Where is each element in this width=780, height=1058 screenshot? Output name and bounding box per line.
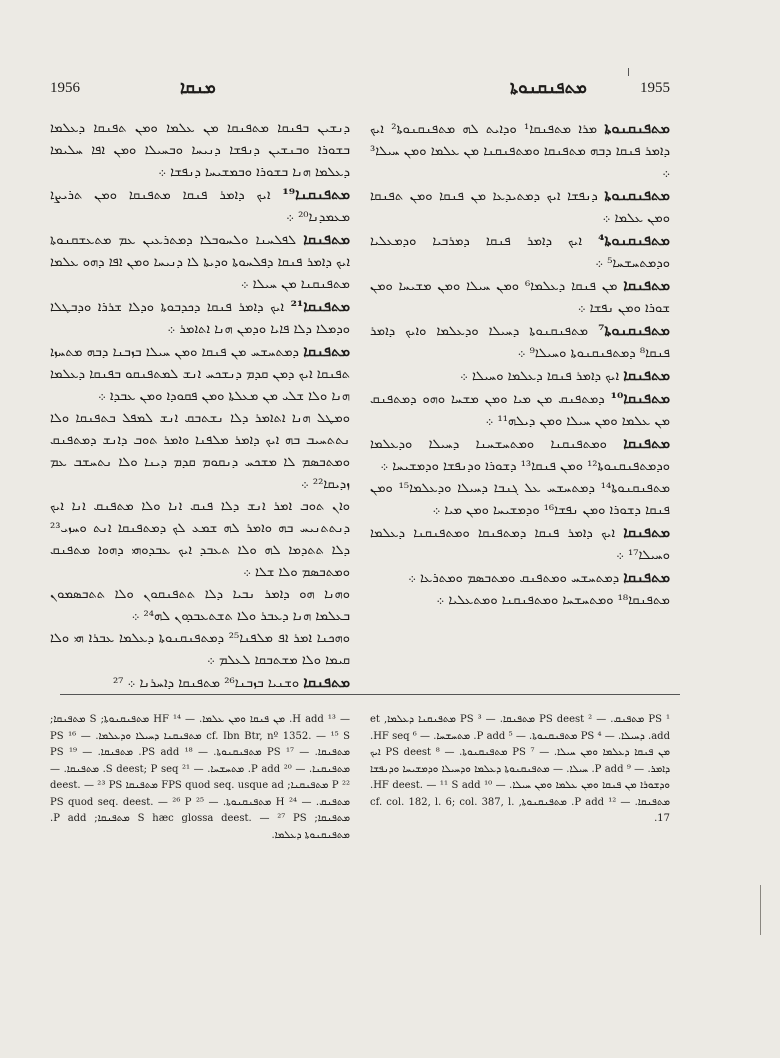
entry-headword: ܡܬܦܢܩܐ (623, 435, 670, 452)
entry-definition: ܡܪܐ ܡܬܦܢܩܐ¹ ܘܕܐܝܬ ܠܗ ܡܬܦܢܩܢܘܬܐ² ܐܝܟ ܕܐܡܪ ܦܢܩܐ ܕܒܗ ܡܬܦܢܩܐ ܘܡܬܦܢܩܢܐ ܡܢ ܥܠܡܐ ܘܡܢ ܚܝܠܐ³ ܀ (370, 122, 670, 181)
footnote-divider (60, 694, 680, 695)
right-column (370, 118, 670, 612)
entry-definition: ܡܬܦܢܩܢܘܬܐ¹⁴ ܕܡܬܚܫܚ ܥܠ ܓܢܒܐ ܕܚܝܠܐ ܘܕܥܠܡܐ¹⁵ ܘܡܢ ܦܢܩܐ ܕܫܘܪܐ ܘܡܢ ܢܦܫܐ¹⁶ ܘܕܡܫܝܚܐ ܘܡܢ ܡܝܐ ܀ (370, 481, 671, 518)
lexicon-entry (370, 567, 670, 590)
entry-definition: ܘܗܟܢܐ ܐܡܪ ܐܦ ܡܠܦܢܐ²⁵ ܕܡܬܦܢܩܢܘܬܐ ܕܥܠܡܐ ܥܒܪܐ ܗܝ ܘܠܐ ܩܝܡܐ ܘܠܐ ܡܫܬܒܩܐ ܠܥܠܡ ܀ (50, 631, 350, 668)
lexicon-entry (50, 628, 350, 672)
entry-definition: ܕܡܬܚܫܚ ܡܢ ܦܢܩܐ ܘܡܢ ܚܝܠܐ ܒܙܒܢܐ ܕܒܗ ܡܬܚܙܐ ܬܦܢܩܐ ܐܝܟ ܕܡܢ ܩܕܡ ܕܢܫܟܚ ܐܢܫ ܠܡܬܦܢܩܘ ܒܦܢܩܐ ܕܥܠܡܐ ܗܢܐ ܘܠܐ ܫܠܝ ܡܢ ܡܥܠܬܐ ܘܡܢ ܦܩܘܕܐ ܘܡܢ ܥܒܕܐ ܀ (50, 345, 350, 404)
entry-definition: ܡܢ ܦܢܩܐ ܕܥܠܡܐ⁶ ܘܡܢ ܚܝܠܐ ܘܡܢ ܡܫܝܚܐ ܘܡܢ ܫܘܪܐ ܘܡܢ ܢܦܫܐ ܀ (370, 279, 670, 316)
entry-definition: ܐܝܟ ܕܐܡܪ ܦܢܩܐ ܡܬܦܢܩܐ ܘܡܢ ܬܪܝܨܐ ܡܥܡܕܢܐ²⁰ ܀ (50, 188, 350, 225)
entry-definition: ܐܝܟ ܕܐܡܪ ܦܢܩܐ ܕܡܪܒܝܐ ܘܕܡܥܠܝܐ ܘܕܡܬܚܫܚܐ⁵ ܀ (370, 234, 670, 271)
footnotes-right (370, 712, 670, 828)
entry-headword: ܡܬܦܢܩܐ (303, 674, 350, 691)
page-number-right: 1955 (640, 80, 670, 96)
entry-definition: ܐܝܟ ܕܐܡܪ ܦܢܩܐ ܕܡܬܦܢܩܐ ܘܡܬܦܢܩܢܐ ܕܥܠܡܐ ܘܚܝܠܐ¹⁷ ܀ (370, 526, 670, 563)
entry-definition: ܕܡܬܦܢܩ ܡܢ ܡܝܐ ܘܡܢ ܡܫܚܐ ܘܗܘ ܕܡܬܦܢܩ ܡܢ ܥܠܡܐ ܘܡܢ ܚܝܠܐ ܘܡܢ ܕܝܠܗ¹¹ ܀ (370, 392, 670, 429)
entry-headword: ܡܬܦܢܩܐ (623, 569, 670, 586)
page-edge-mark (760, 885, 761, 935)
margin-mark (628, 68, 629, 76)
footnotes-left (50, 712, 350, 844)
entry-definition: ܘܡܛܠ ܗܢܐ ܐܬܐܡܪ ܕܠܐ ܢܫܬܒܩ ܐܢܫ ܠܡܦܠ ܒܬܦܢܩܐ ܘܠܐ ܢܬܬܚܝܒ ܒܗ ܐܝܟ ܕܐܡܪ ܡܠܦܢܐ ܘܐܡܪ ܬܘܒ ܕܐܢܫ ܕܡܬܦܢܩ ܘܡܬܒܣܡ ܠܐ ܡܫܟܚ ܕܢܩܘܡ ܩܕܡ ܕܝܢܐ ܘܠܐ ܢܬܚܫܒ ܥܡ ܙܕܝܩܐ²² ܀ (50, 411, 350, 492)
footnotes-left-text: — ¹³ H add. ܡܢ ܦܢܩܐ ܘܡܢ ܥܠܡܐ. — ¹⁴ HF ܡܬܦܢܩܢܘܬܐ; S ܡܬܦܢܩܐ; cf. Ibn Btr, nº 1352. — ¹⁵ S ܡܬܦܢܩܢܐ ܕܚܝܠܐ ܘܕܥܠܡܐ. — ¹⁶ PS ܡܬܦܢܩܐ. — ¹⁷ PS ܡܬܦܢܩܢܘܬܐ. — ¹⁸ PS add. ܡܬܦܢܩܐ. — ¹⁹ PS ܡܬܦܢܩܢܐ. — ²⁰ P add. ܡܬܚܫܚܐ. — ²¹ S deest; P seq. ܡܬܦܢܩܐ. — ²² P ܡܬܦܢܩܢܐ; FPS quod seq. usque ad ܡܬܦܢܩܐ deest. — ²³ PS ܡܬܦܢܩ. — ²⁴ H ܡܬܦܢܩܢܘܬܐ. — ²⁵ PS quod seq. deest. — ²⁶ P ܡܬܦܢܩܐ; S hæc glossa deest. — ²⁷ PS ܡܬܦܢܩܐ; P add. ܡܬܦܢܩܢܘܬܐ ܕܥܠܡܐ. (50, 714, 351, 841)
lexicon-entry (50, 229, 350, 296)
entry-headword: ܡܬܦܢܩܢܘܬܐ (604, 120, 670, 137)
lexicon-entry (370, 320, 670, 365)
page-header (50, 80, 670, 106)
lexicon-entry (50, 584, 350, 628)
lexicon-entry (370, 433, 670, 478)
entry-headword: ܡܬܦܢܩܐ¹⁰ (610, 390, 671, 407)
entry-definition: ܘܗܢܐ ܗܘ ܕܐܡܪ ܢܒܝܐ ܕܠܐ ܬܬܦܢܩܘܢ ܘܠܐ ܬܬܒܣܡܘܢ ܒܥܠܡܐ ܗܢܐ ܕܥܒܪ ܘܠܐ ܬܫܬܥܒܕܘܢ ܠܗ²⁴ ܀ (50, 587, 350, 624)
entry-headword: ܡܬܦܢܩܐ (623, 524, 670, 541)
entry-headword: ܡܬܦܢܩܢܐ¹⁹ (282, 186, 351, 203)
lexicon-entry (370, 522, 670, 567)
entry-definition: ܡܬܦܢܩܐ¹⁸ ܘܡܬܚܫܚܐ ܘܡܬܦܢܩܢܐ ܘܡܬܥܠܝܐ ܀ (436, 593, 670, 608)
lexicon-entry (370, 388, 670, 433)
entry-definition: ܕܢܦܫܐ ܐܝܟ ܕܡܬܝܕܥܐ ܡܢ ܦܢܩܐ ܘܡܢ ܬܦܢܩܐ ܘܡܢ ܥܠܡܐ ܀ (370, 189, 670, 226)
entry-definition: ܐܝܟ ܕܐܡܪ ܦܢܩܐ ܕܥܠܡܐ ܘܚܝܠܐ ܀ (460, 369, 620, 384)
entry-headword: ܡܬܦܢܩܐ (623, 367, 670, 384)
lexicon-entry (370, 478, 670, 522)
lexicon-entry (370, 185, 670, 230)
running-head-left: ܡܢܩܐ (180, 78, 216, 98)
entry-headword: ܡܬܦܢܩܐ (303, 231, 350, 248)
entry-headword: ܡܬܦܢܩܐ (623, 277, 671, 294)
entry-definition: ܡܬܦܢܩܢܘܬܐ ܕܚܝܠܐ ܘܕܥܠܡܐ ܘܐܝܟ ܕܐܡܪ ܦܢܩܐ⁸ ܕܡܬܦܢܩܢܘܬܐ ܘܚܝܠܐ⁹ ܀ (370, 324, 670, 361)
entry-headword: ܡܬܦܢܩܢܘܬܐ (604, 187, 670, 204)
entry-definition: ܘܫܢܝܐ ܒܙܒܢܐ²⁶ ܡܬܦܢܩܐ ܕܐܚܪܢܐ ܀ ²⁷ (112, 676, 300, 691)
lexicon-entry (50, 672, 350, 695)
lexicon-entry (50, 408, 350, 496)
entry-definition: ܕܢܫܝܢ ܒܦܢܩܐ ܡܬܦܢܩܐ ܡܢ ܥܠܡܐ ܘܡܢ ܬܦܢܩܐ ܕܥܠܡܐ ܒܫܘܪܐ ܘܒܢܫܝܢ ܕܢܦܫܐ ܕܢܝܚܐ ܘܒܚܝܠܐ ܘܡܢ ܐܦܐ ܚܠܝܡܐ ܕܥܠܡܐ ܗܢܐ ܒܫܘܪܐ ܘܒܡܫܝܚܐ ܕܢܦܫܐ ܀ (50, 121, 350, 180)
entry-headword: ܡܬܦܢܩܢܘܬܐ⁴ (598, 232, 670, 249)
lexicon-entry (370, 230, 670, 275)
lexicon-entry (50, 118, 350, 184)
entry-definition: ܠܦܠܚܢܐ ܘܠܚܘܒܠܐ ܕܡܬܪܥܝܢ ܥܡ ܡܬܥܫܩܢܘܬܐ ܐܝܟ ܕܐܡܪ ܦܢܩܐ ܕܦܠܚܘܬܐ ܘܕܝܬܐ ܠܐ ܕܢܝܚܐ ܘܡܢ ܐܦܐ ܕܗܘ ܥܠܡܐ ܡܬܦܢܩܢܐ ܡܢ ܚܝܠܐ ܀ (50, 233, 350, 292)
lexicon-entry (370, 118, 670, 185)
entry-definition: ܘܡܬܦܢܩܢܐ ܘܡܬܚܫܚܢܐ ܕܚܝܠܐ ܘܕܥܠܡܐ ܘܕܡܬܦܢܩܢܘܬܐ¹² ܘܡܢ ܦܢܩܐ¹³ ܕܫܘܪܐ ܘܕܢܦܫܐ ܘܕܡܫܝܚܐ ܀ (370, 437, 670, 474)
lexicon-entry (50, 184, 350, 229)
left-column (50, 118, 350, 695)
entry-headword: ܡܬܦܢܩܐ²¹ (290, 298, 350, 315)
lexicon-entry (370, 275, 670, 320)
lexicon-entry (50, 496, 350, 584)
entry-definition: ܕܡܬܚܫܚ ܘܡܬܦܢܩ ܘܡܬܒܣܡ ܘܡܬܪܥܐ ܀ (408, 571, 620, 586)
entry-definition: ܐܝܟ ܕܐܡܪ ܦܢܩܐ ܕܟܕܒܘܬܐ ܘܕܠܐ ܫܪܪܐ ܘܕܒܛܠܐ ܘܕܡܠܐ ܕܠܐ ܦܐܝܐ ܘܕܡܢ ܗܢܐ ܐܬܐܡܪ ܀ (50, 300, 350, 337)
entry-definition: ܘܐܢ ܬܘܒ ܐܡܪ ܐܢܫ ܕܠܐ ܦܢܩ ܐܢܐ ܘܠܐ ܡܬܦܢܩ ܐܢܐ ܐܝܟ ܕܢܬܬܢܝܚ ܒܗ ܘܐܡܪ ܠܗ ܫܡܥ ܠܟ ܕܡܬܦܢܩܐ ܐܢܬ ܘܚܙܝ²³ ܕܠܐ ܬܬܕܡܐ ܠܗ ܘܠܐ ܬܥܒܕ ܐܝܟ ܥܒܕܘܗܝ ܕܗܘܐ ܡܬܦܢܩ ܘܡܬܒܣܡ ܘܠܐ ܫܠܐ ܀ (50, 499, 350, 580)
entry-headword: ܡܬܦܢܩܢܘܬܐ⁷ (598, 322, 670, 339)
lexicon-entry (370, 365, 670, 388)
page-number-left: 1956 (50, 80, 80, 96)
entry-headword: ܡܬܦܢܩܐ (303, 343, 350, 360)
lexicon-entry (50, 296, 350, 341)
lexicon-entry (50, 341, 350, 408)
footnotes-right-text: ¹ PS ܡܬܦܢܩ. — ² PS deest ܡܬܦܢܩܐ. — ³ PS ܡܬܦܢܩܢܐ ܕܥܠܡܐ, et add. ܕܚܝܠܐ. — ⁴ PS ܡܬܦܢܩܢܘܬܐ. — ⁵ P add. ܡܬܚܫܚܐ. — ⁶ HF seq. ܡܢ ܦܢܩܐ ܕܥܠܡܐ ܘܡܢ ܚܝܠܐ. — ⁷ PS ܡܬܦܢܩܢܘܬܐ. — ⁸ PS deest ܐܝܟ ܕܐܡܪ. — ⁹ P add. ܚܝܠܐ. — ܡܬܦܢܩܢܘܬܐ ܕܥܠܡܐ ܘܕܚܝܠܐ ܘܕܡܫܝܚܐ ܘܕܢܦܫܐ ܘܕܫܘܪܐ ܡܢ ܦܢܩܐ ܘܡܢ ܥܠܡܐ ܘܡܢ ܚܝܠܐ. — ¹⁰ HF deest. — ¹¹ S add. ܡܬܦܢܩܐ. — ¹² P add. ܡܬܦܢܩܢܘܬܐ, cf. col. 182, l. 6; col. 387, l. 17. (370, 714, 671, 824)
lexicon-entry (370, 590, 670, 612)
running-head-right: ܡܬܦܢܩܢܘܬܐ (510, 78, 587, 98)
